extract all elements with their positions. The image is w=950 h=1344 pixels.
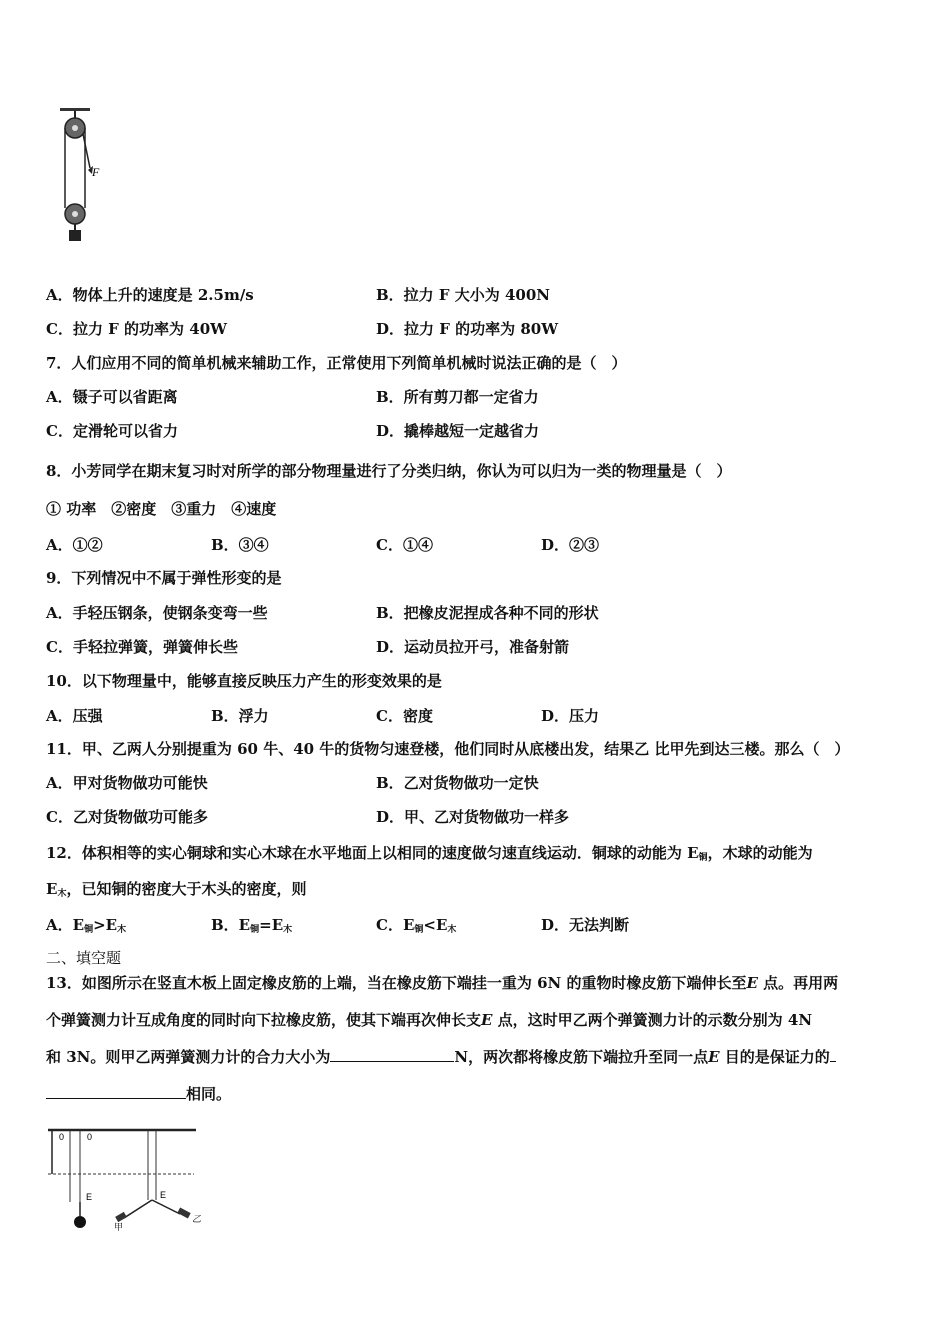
section-title-fill-in: 二、填空题 [46,949,122,967]
q12-option-a: A．$E_铜>E_木$ [46,916,127,935]
q12-sub-wood: 木 [57,889,67,899]
q6-option-a: A．物体上升的速度是 2.5m/s [46,286,254,304]
q9-option-b: B．把橡皮泥捏成各种不同的形状 [376,604,599,622]
q7-option-d: D．撬棒越短一定越省力 [376,422,540,440]
q12-stem-text: 12．体积相等的实心铜球和实心木球在水平地面上以相同的速度做匀速直线运动．铜球的动能为 E [46,844,699,862]
q13-blank-2[interactable] [46,1084,186,1099]
pulley-figure [50,106,106,246]
q9-option-c: C．手轻拉弹簧，弹簧伸长些 [46,638,238,656]
q11-option-d: D．甲、乙对货物做功一样多 [376,808,570,826]
q11-option-b: B．乙对货物做功一定快 [376,774,539,792]
force-label: F [92,165,100,179]
q12-stem-tail: ，木球的动能为 [707,844,813,862]
q7-option-c: C．定滑轮可以省力 [46,422,178,440]
q10-stem: 10．以下物理量中，能够直接反映压力产生的形变效果的是 [46,672,442,690]
q8-stem: 8．小芳同学在期末复习时对所学的部分物理量进行了分类归纳，你认为可以归为一类的物理量是（ ） [46,462,732,480]
q9-stem: 9．下列情况中不属于弹性形变的是 [46,569,282,587]
q12-stem-line1 [46,843,813,868]
q8-option-b: B．③④ [211,536,269,554]
q6-option-c: C．拉力 F 的功率为 40W [46,320,227,338]
q7-stem: 7．人们应用不同的简单机械来辅助工作，正常使用下列简单机械时说法正确的是（ ） [46,354,627,372]
q8-option-c: C．①④ [376,536,433,554]
q10-option-a: A．压强 [46,707,103,725]
q9-option-d: D．运动员拉开弓，准备射箭 [376,638,570,656]
q10-option-b: B．浮力 [211,707,269,725]
rubber-band-figure [44,1122,204,1232]
fig-label-jia: 甲 [114,1222,124,1232]
q10-option-d: D．压力 [541,707,600,725]
q6-option-b: B．拉力 F 大小为 400N [376,286,551,304]
fig-label-o1: 0 [59,1132,65,1142]
q7-option-b: B．所有剪刀都一定省力 [376,388,539,406]
fig-label-o2: 0 [87,1132,93,1142]
fig-label-yi: 乙 [192,1214,202,1224]
q13-line4: 相同。 [46,1084,231,1104]
q11-option-a: A．甲对货物做功可能快 [46,774,208,792]
fig-label-e1: E [86,1192,93,1202]
q13-line2: 个弹簧测力计互成角度的同时向下拉橡皮筋，使其下端再次伸长支E 点，这时甲乙两个弹簧测力计的示数分别为 4N [46,1011,813,1029]
q12-option-d: D．无法判断 [541,916,630,934]
q13-line3: 和 3N。则甲乙两弹簧测力计的合力大小为 N，两次都将橡皮筋下端拉升至同一点E 目的是保证力的 [46,1047,836,1067]
q12-stem-line2 [46,879,306,904]
q12-sub-copper: 铜 [698,853,708,863]
q13-blank-2-start[interactable] [830,1047,836,1062]
q12-stem2-tail: ，已知铜的密度大于木头的密度，则 [66,880,307,898]
q10-option-c: C．密度 [376,707,433,725]
q6-option-d: D．拉力 F 的功率为 80W [376,320,559,338]
q7-option-a: A．镊子可以省距离 [46,388,178,406]
q12-option-c: C．$E_铜<E_木$ [376,916,457,935]
q8-items: ① 功率 ②密度 ③重力 ④速度 [46,500,277,518]
q13-blank-1[interactable] [330,1047,454,1062]
q12-option-b: B．$E_铜=E_木$ [211,916,293,935]
q11-stem: 11．甲、乙两人分别提重为 60 牛、40 牛的货物匀速登楼，他们同时从底楼出发，结果乙 比甲先到达三楼。那么（ ） [46,740,850,758]
fig-label-e2: E [160,1190,167,1200]
q8-option-d: D．②③ [541,536,600,554]
q8-option-a: A．①② [46,536,103,554]
q12-e-symbol: E [46,880,58,898]
q9-option-a: A．手轻压钢条，使钢条变弯一些 [46,604,268,622]
q11-option-c: C．乙对货物做功可能多 [46,808,208,826]
q13-line1: 13．如图所示在竖直木板上固定橡皮筋的上端，当在橡皮筋下端挂一重为 6N 的重物时橡皮筋下端伸长至E 点。再用两 [46,974,839,992]
